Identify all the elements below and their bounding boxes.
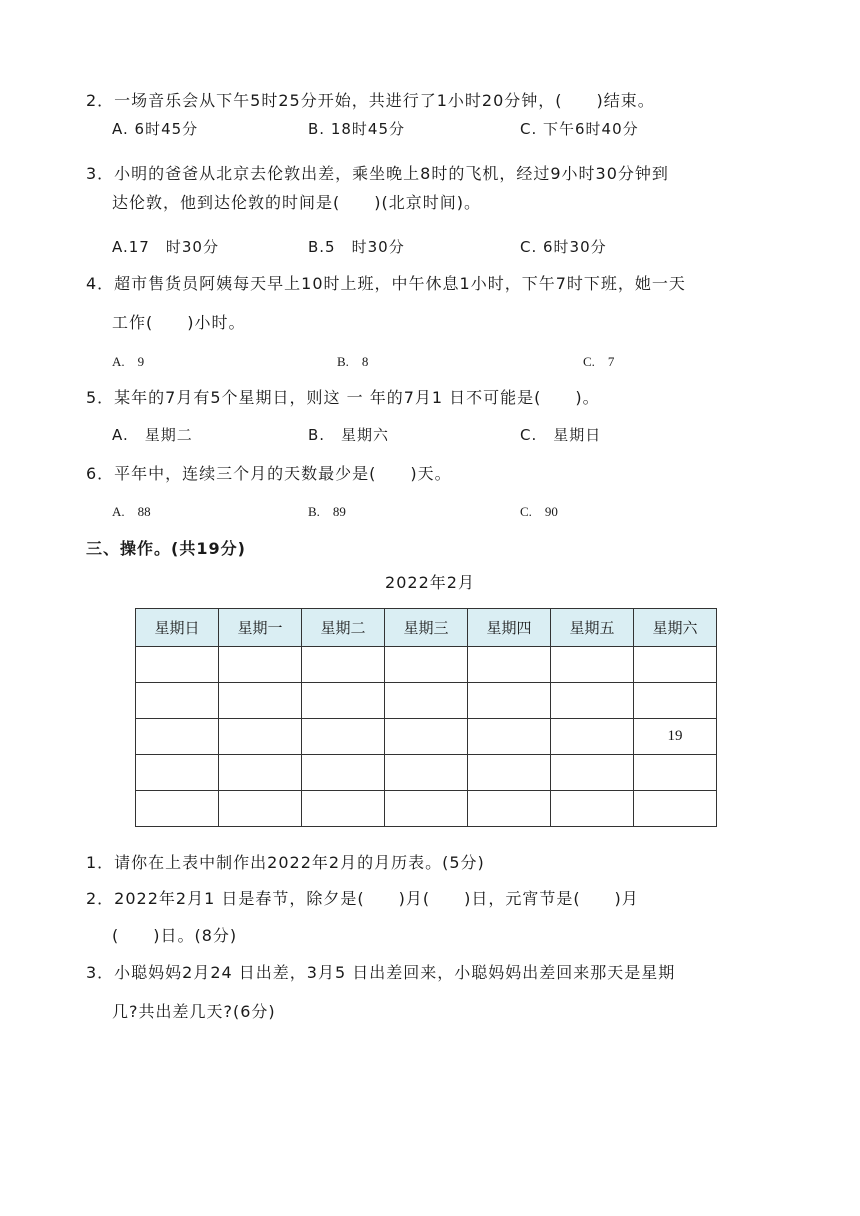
question-5-option-a: A. 星期二 bbox=[112, 426, 193, 444]
calendar-cell bbox=[551, 755, 634, 791]
calendar-cell bbox=[468, 647, 551, 683]
calendar-cell bbox=[551, 647, 634, 683]
weekday-header: 星期四 bbox=[468, 609, 551, 647]
calendar-cell bbox=[468, 755, 551, 791]
calendar-cell bbox=[136, 791, 219, 827]
calendar-cell bbox=[551, 719, 634, 755]
calendar-cell bbox=[634, 791, 717, 827]
calendar-cell bbox=[219, 755, 302, 791]
calendar-cell bbox=[385, 647, 468, 683]
calendar-cell bbox=[302, 791, 385, 827]
question-3-option-c: C. 6时30分 bbox=[520, 238, 607, 256]
calendar-cell bbox=[302, 719, 385, 755]
question-5-option-b: B. 星期六 bbox=[308, 426, 390, 444]
calendar-cell bbox=[136, 683, 219, 719]
calendar-table bbox=[135, 608, 717, 827]
question-4-stem-line2: 工作( )小时。 bbox=[112, 313, 246, 332]
calendar-cell bbox=[634, 647, 717, 683]
calendar-week-row bbox=[136, 647, 717, 683]
weekday-header: 星期六 bbox=[634, 609, 717, 647]
calendar-title: 2022年2月 bbox=[385, 573, 475, 592]
calendar-cell bbox=[302, 647, 385, 683]
question-4-stem-line1: 4．超市售货员阿姨每天早上10时上班，中午休息1小时，下午7时下班，她一天 bbox=[86, 274, 686, 293]
calendar-cell bbox=[302, 683, 385, 719]
question-6-option-b: B. 89 bbox=[308, 504, 346, 519]
calendar-cell bbox=[219, 719, 302, 755]
task-3-line2: 几?共出差几天?(6分) bbox=[112, 1002, 276, 1021]
question-4-option-b: B. 8 bbox=[337, 354, 369, 369]
section-three-heading: 三、操作。(共19分) bbox=[86, 539, 246, 558]
calendar-cell bbox=[385, 755, 468, 791]
calendar-cell bbox=[468, 683, 551, 719]
calendar-cell bbox=[136, 755, 219, 791]
calendar-cell bbox=[385, 791, 468, 827]
task-3-line1: 3．小聪妈妈2月24 日出差，3月5 日出差回来，小聪妈妈出差回来那天是星期 bbox=[86, 963, 676, 982]
calendar-cell bbox=[551, 683, 634, 719]
question-2-stem: 2．一场音乐会从下午5时25分开始，共进行了1小时20分钟，( )结束。 bbox=[86, 91, 655, 110]
question-5-stem: 5．某年的7月有5个星期日，则这 一 年的7月1 日不可能是( )。 bbox=[86, 388, 600, 407]
calendar-cell bbox=[136, 719, 219, 755]
question-3-stem-line1: 3．小明的爸爸从北京去伦敦出差，乘坐晚上8时的飞机，经过9小时30分钟到 bbox=[86, 164, 669, 183]
weekday-header: 星期一 bbox=[219, 609, 302, 647]
calendar-cell bbox=[634, 755, 717, 791]
question-6-option-c: C. 90 bbox=[520, 504, 558, 519]
question-4-option-c: C. 7 bbox=[583, 354, 615, 369]
question-6-option-a: A. 88 bbox=[112, 504, 151, 519]
question-6-stem: 6．平年中，连续三个月的天数最少是( )天。 bbox=[86, 464, 452, 483]
calendar-week-row bbox=[136, 791, 717, 827]
weekday-header: 星期二 bbox=[302, 609, 385, 647]
weekday-header: 星期三 bbox=[385, 609, 468, 647]
task-1: 1．请你在上表中制作出2022年2月的月历表。(5分) bbox=[86, 853, 485, 872]
question-2-option-b: B. 18时45分 bbox=[308, 120, 406, 138]
question-3-stem-line2: 达伦敦，他到达伦敦的时间是( )(北京时间)。 bbox=[112, 193, 481, 212]
calendar-cell: 19 bbox=[634, 719, 717, 755]
task-2-line1: 2．2022年2月1 日是春节，除夕是( )月( )日，元宵节是( )月 bbox=[86, 889, 639, 908]
calendar-week-row bbox=[136, 719, 717, 755]
calendar-cell bbox=[551, 791, 634, 827]
question-5-option-c: C. 星期日 bbox=[520, 426, 602, 444]
question-4-option-a: A. 9 bbox=[112, 354, 145, 369]
calendar-cell bbox=[385, 683, 468, 719]
question-2-option-a: A. 6时45分 bbox=[112, 120, 199, 138]
calendar-cell bbox=[136, 647, 219, 683]
weekday-header: 星期五 bbox=[551, 609, 634, 647]
question-2-option-c: C. 下午6时40分 bbox=[520, 120, 639, 138]
calendar-cell bbox=[219, 791, 302, 827]
calendar-cell bbox=[385, 719, 468, 755]
weekday-header: 星期日 bbox=[136, 609, 219, 647]
calendar-cell bbox=[634, 683, 717, 719]
calendar-header-row bbox=[136, 609, 717, 647]
question-3-option-b: B.5 时30分 bbox=[308, 238, 405, 256]
task-2-line2: ( )日。(8分) bbox=[112, 926, 238, 945]
calendar-cell bbox=[219, 683, 302, 719]
calendar-week-row bbox=[136, 683, 717, 719]
question-3-option-a: A.17 时30分 bbox=[112, 238, 219, 256]
calendar-cell bbox=[302, 755, 385, 791]
calendar-cell bbox=[468, 719, 551, 755]
calendar-cell bbox=[219, 647, 302, 683]
calendar-week-row bbox=[136, 755, 717, 791]
calendar-cell bbox=[468, 791, 551, 827]
